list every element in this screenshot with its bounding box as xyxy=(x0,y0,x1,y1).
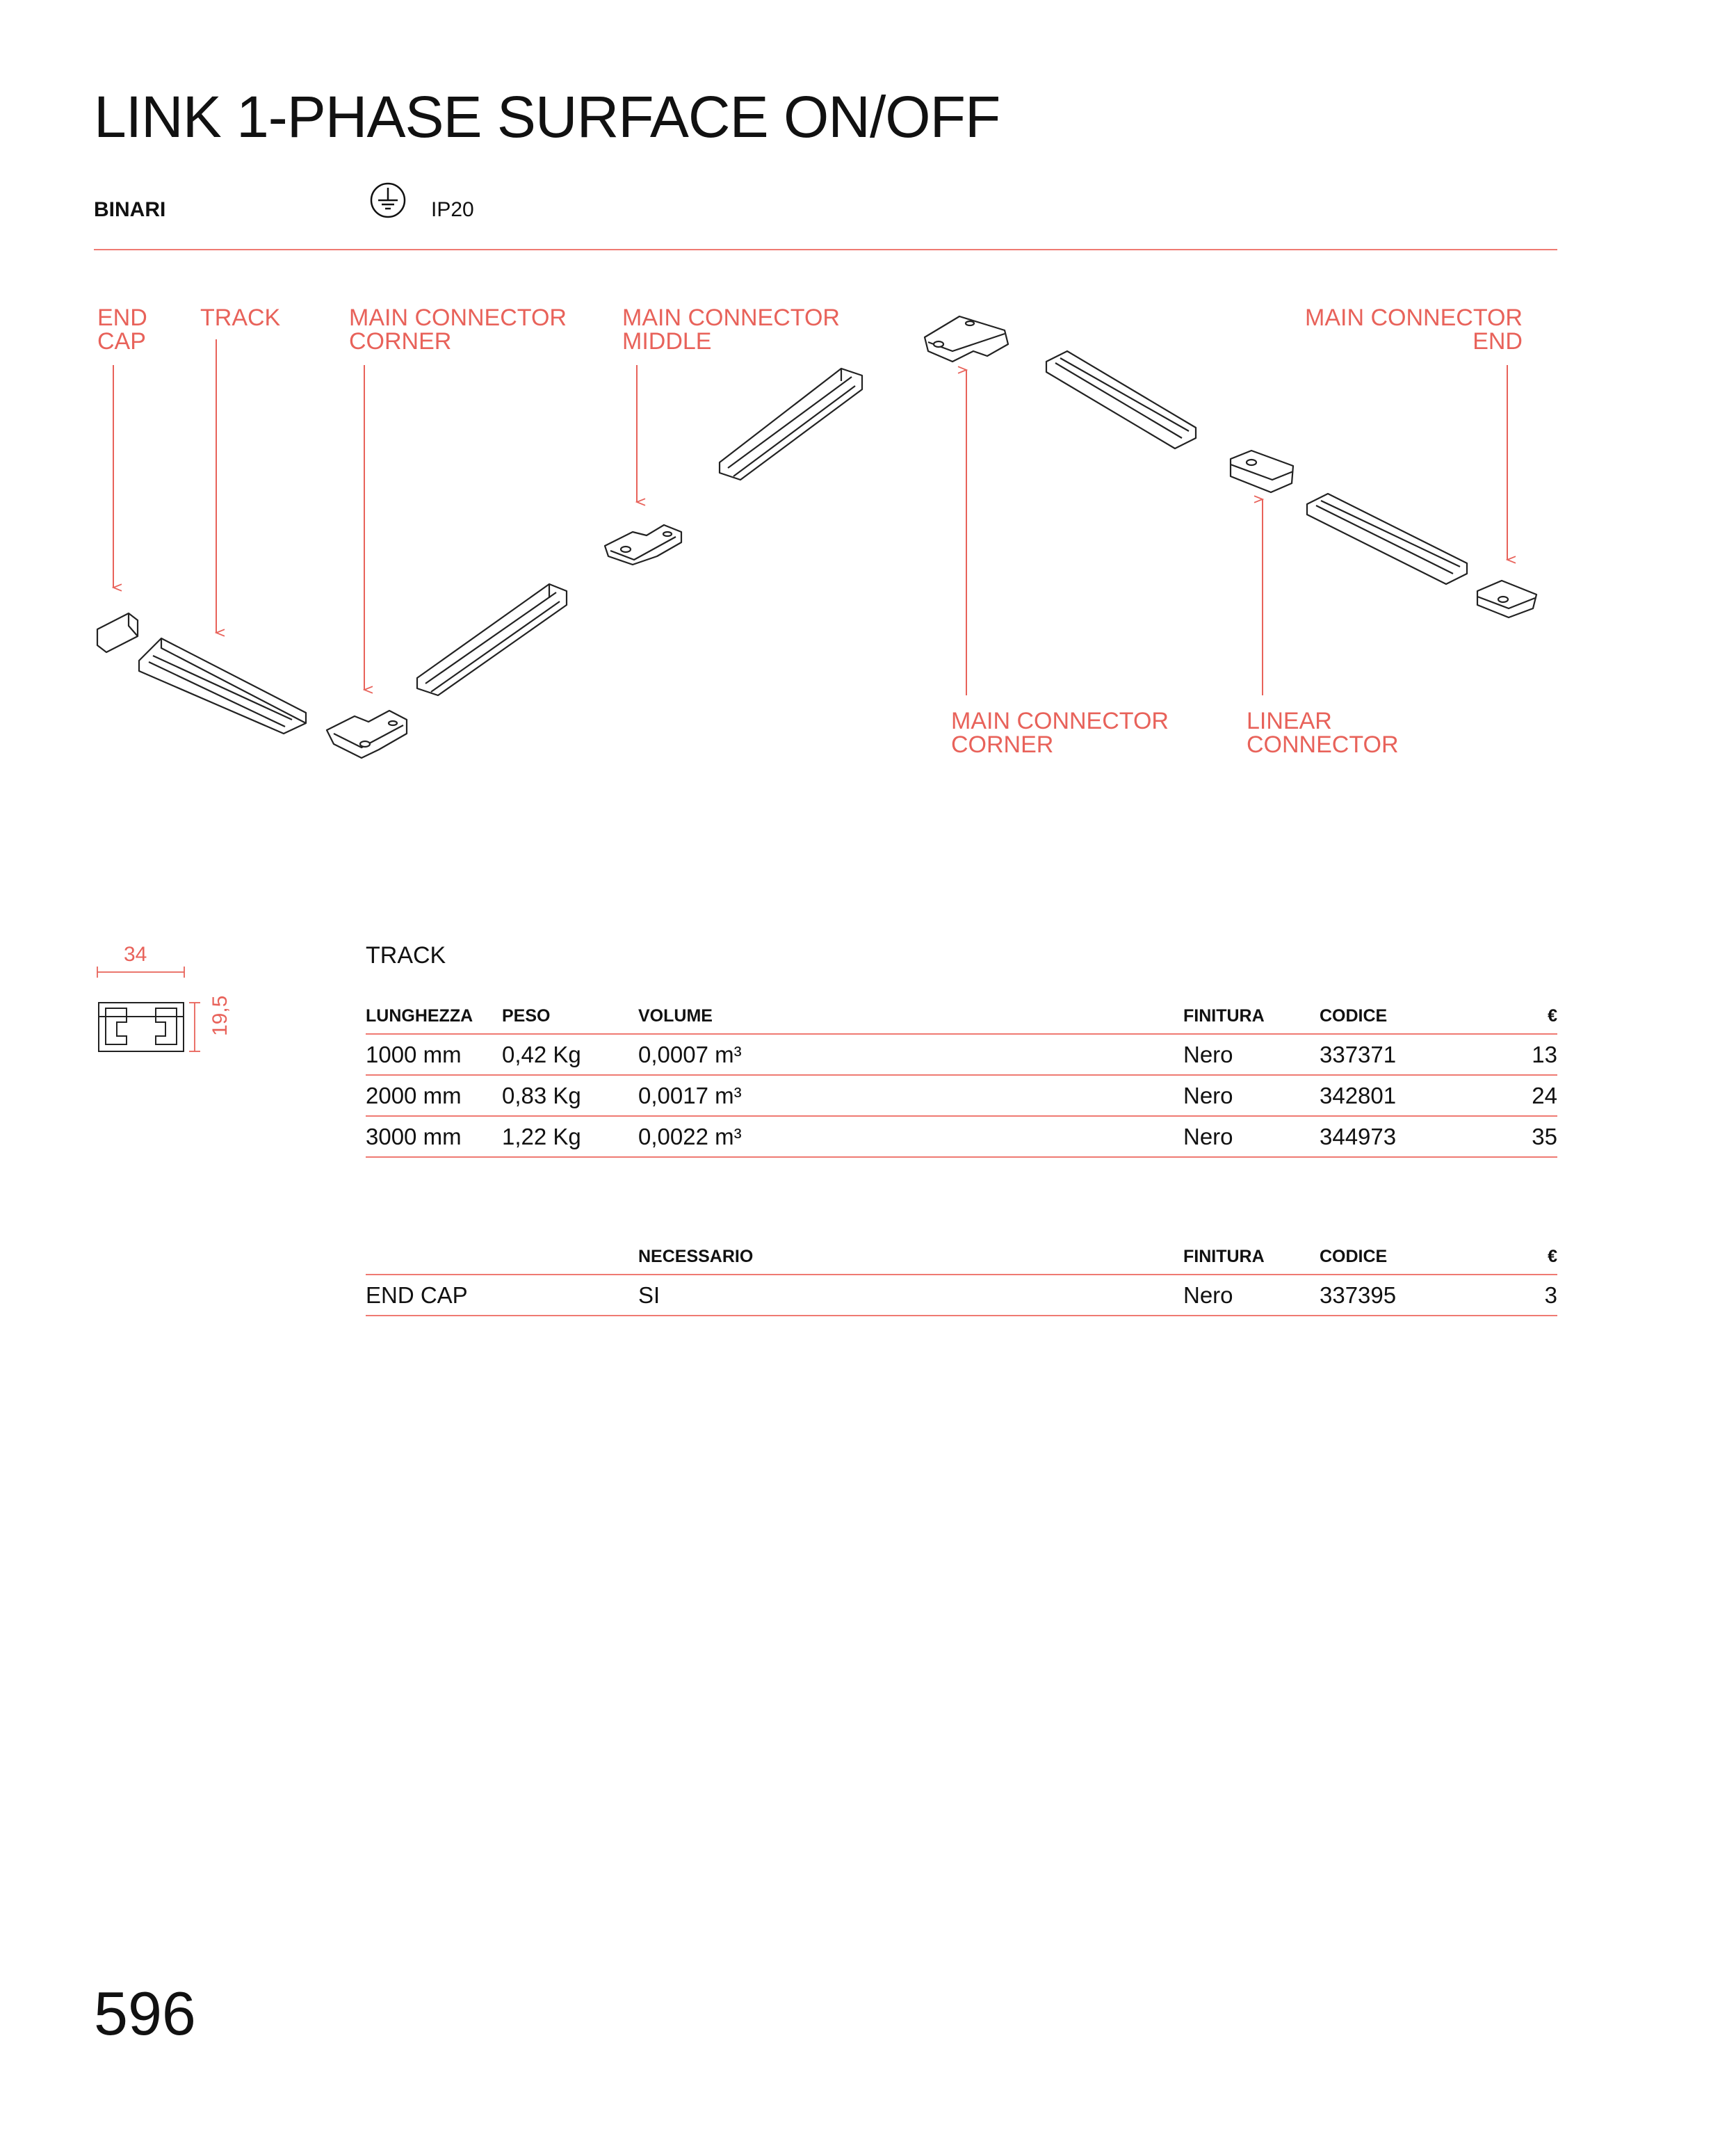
table-header-row xyxy=(366,1228,1557,1275)
col-codice: CODICE xyxy=(1320,987,1456,1034)
track-segment-4 xyxy=(1046,351,1196,448)
track-segment-3 xyxy=(720,369,862,480)
linear-connector-part xyxy=(1231,451,1293,492)
profile-width-label: 34 xyxy=(124,943,147,966)
page-number: 596 xyxy=(94,1979,196,2048)
label-main-connector-corner-left: MAIN CONNECTOR CORNER xyxy=(349,305,567,355)
track-table xyxy=(366,987,1557,1158)
middle-connector-part xyxy=(605,525,681,565)
page-title: LINK 1-PHASE SURFACE ON/OFF xyxy=(94,84,1000,149)
track-segment-5 xyxy=(1307,494,1467,584)
table-row: END CAP SI Nero 337395 3 xyxy=(366,1275,1557,1316)
col-necessario: NECESSARIO xyxy=(638,1228,1183,1275)
col-volume: VOLUME xyxy=(638,987,1183,1034)
corner-connector-left-part xyxy=(327,711,407,758)
table-row: 1000 mm 0,42 Kg 0,0007 m³ Nero 337371 13 xyxy=(366,1034,1557,1075)
col-price: € xyxy=(1456,987,1557,1034)
ip-rating: IP20 xyxy=(431,198,474,221)
label-end-cap: END CAP xyxy=(97,305,147,355)
col-finitura: FINITURA xyxy=(1183,987,1320,1034)
label-track: TRACK xyxy=(200,305,281,331)
track-segment-1 xyxy=(139,638,306,734)
exploded-track-diagram xyxy=(0,0,1736,834)
corner-connector-right-part xyxy=(925,316,1008,362)
label-main-connector-middle: MAIN CONNECTOR MIDDLE xyxy=(622,305,840,355)
col-price: € xyxy=(1456,1228,1557,1275)
col-codice: CODICE xyxy=(1320,1228,1456,1275)
col-peso: PESO xyxy=(502,987,638,1034)
profile-height-label: 19,5 xyxy=(209,995,232,1036)
table-header-row xyxy=(366,987,1557,1034)
col-finitura: FINITURA xyxy=(1183,1228,1320,1275)
table-row: 2000 mm 0,83 Kg 0,0017 m³ Nero 342801 24 xyxy=(366,1075,1557,1116)
col-lunghezza: LUNGHEZZA xyxy=(366,987,502,1034)
end-cap-part xyxy=(97,613,138,652)
track-section-title: TRACK xyxy=(366,942,446,969)
accessory-table xyxy=(366,1228,1557,1316)
table-row: 3000 mm 1,22 Kg 0,0022 m³ Nero 344973 35 xyxy=(366,1116,1557,1157)
label-linear-connector: LINEAR CONNECTOR xyxy=(1247,708,1399,758)
col-item xyxy=(366,1228,638,1275)
label-main-connector-corner-right: MAIN CONNECTOR CORNER xyxy=(951,708,1169,758)
label-main-connector-end: MAIN CONNECTOR END xyxy=(1305,305,1523,355)
end-connector-part xyxy=(1477,581,1536,617)
track-profile-drawing xyxy=(90,939,209,1071)
category-label: BINARI xyxy=(94,198,166,221)
track-segment-2 xyxy=(417,584,567,695)
